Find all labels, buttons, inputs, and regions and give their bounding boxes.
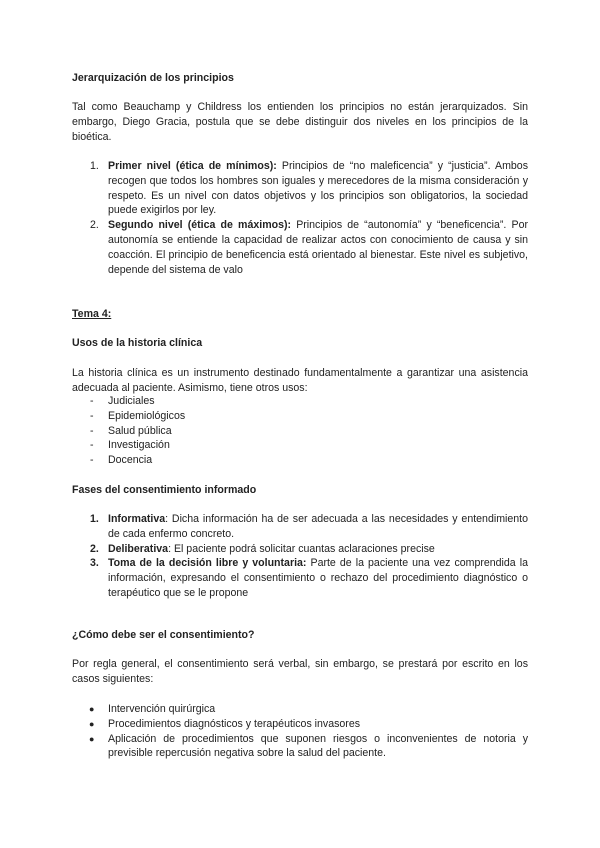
list-usos — [72, 394, 528, 468]
list-item — [72, 424, 528, 439]
dash-marker: - — [90, 395, 94, 407]
list-item-text: Epidemiológicos — [108, 409, 186, 422]
heading-jerarquizacion: Jerarquización de los principios — [72, 72, 234, 84]
list-item-title: Primer nivel (ética de mínimos): — [108, 160, 277, 172]
dash-marker: - — [90, 454, 94, 467]
list-item — [72, 218, 528, 277]
list-item-title: Segundo nivel (ética de máximos): — [108, 219, 292, 232]
list-item — [72, 542, 528, 557]
bullet-marker: ● — [89, 704, 95, 714]
list-number: 1. — [90, 160, 99, 172]
dash-marker: - — [90, 439, 94, 452]
list-number: 1. — [90, 513, 99, 525]
list-item — [72, 702, 528, 717]
heading-como-consentimiento: ¿Cómo debe ser el consentimiento? — [72, 629, 255, 641]
list-item — [72, 717, 528, 732]
heading-usos-historia: Usos de la historia clínica — [72, 337, 203, 349]
bullet-marker: ● — [89, 733, 95, 744]
list-item — [72, 394, 528, 409]
list-item-text: Procedimientos diagnósticos y terapéuticos invasores — [108, 717, 361, 730]
paragraph-consentimiento: Por regla general, el consentimiento será verbal, sin embargo, se prestará por escrito en los casos siguientes: — [72, 658, 528, 685]
list-casos — [72, 702, 528, 761]
bullet-marker: ● — [89, 718, 95, 729]
list-item — [72, 453, 528, 468]
dash-marker: - — [90, 424, 94, 437]
list-number: 2. — [90, 542, 99, 555]
list-item-text: Principios de “autonomía” y “beneficencia”. Por autonomía se entiende la capacidad de realizar actos con conocimiento de causa y sin coacción. El principio de beneficencia está orientado al bienestar. Este nivel es subjetivo, depende del sistema de valo — [108, 219, 528, 276]
list-item-text: : El paciente podrá solicitar cuantas aclaraciones precise — [168, 542, 435, 555]
paragraph-historia: La historia clínica es un instrumento destinado fundamentalmente a garantizar una asistencia adecuada al paciente. Asimismo, tiene otros usos: — [72, 367, 528, 394]
list-item — [72, 512, 528, 542]
heading-fases-consentimiento: Fases del consentimiento informado — [72, 484, 257, 496]
list-item-title: Deliberativa — [108, 542, 169, 555]
tema-label: Tema 4: — [72, 308, 112, 320]
list-item-text: Principios de “no maleficencia” y “justicia”. Ambos recogen que todos los hombres son iguales y merecedores de la misma consideración y respeto. Es un nivel con datos objetivos y los principios son obligatorios, la sociedad puede exigirlos por ley. — [108, 160, 528, 217]
dash-marker: - — [90, 409, 94, 422]
list-item-text: Aplicación de procedimientos que suponen riesgos o inconvenientes de notoria y previsible repercusión negativa sobre la salud del paciente. — [108, 732, 528, 760]
list-item — [72, 409, 528, 424]
list-item — [72, 556, 528, 600]
list-item-text: Docencia — [108, 454, 153, 467]
list-item-text: Judiciales — [108, 395, 155, 407]
list-niveles — [72, 159, 528, 277]
list-item-title: Informativa — [108, 513, 166, 525]
list-number: 2. — [90, 219, 99, 232]
list-item-text: : Dicha información ha de ser adecuada a las necesidades y entendimiento de cada enfermo concreto. — [108, 513, 528, 540]
paragraph-jerarquizacion: Tal como Beauchamp y Childress los entienden los principios no están jerarquizados. Sin embargo, Diego Gracia, postula que se debe distinguir dos niveles en los principios de la bioética. — [72, 101, 528, 143]
list-item — [72, 438, 528, 453]
list-item — [72, 159, 528, 218]
list-fases — [72, 512, 528, 601]
list-item — [72, 732, 528, 762]
list-item-text: Investigación — [108, 439, 170, 452]
list-item-text: Salud pública — [108, 424, 172, 437]
list-item-title: Toma de la decisión libre y voluntaria: — [108, 557, 307, 570]
list-number: 3. — [90, 557, 99, 570]
list-item-text: Parte de la paciente una vez comprendida la información, expresando el consentimiento o rechazo del procedimiento diagnóstico o terapéutico que se le propone — [108, 557, 528, 599]
list-item-text: Intervención quirúrgica — [108, 703, 216, 715]
